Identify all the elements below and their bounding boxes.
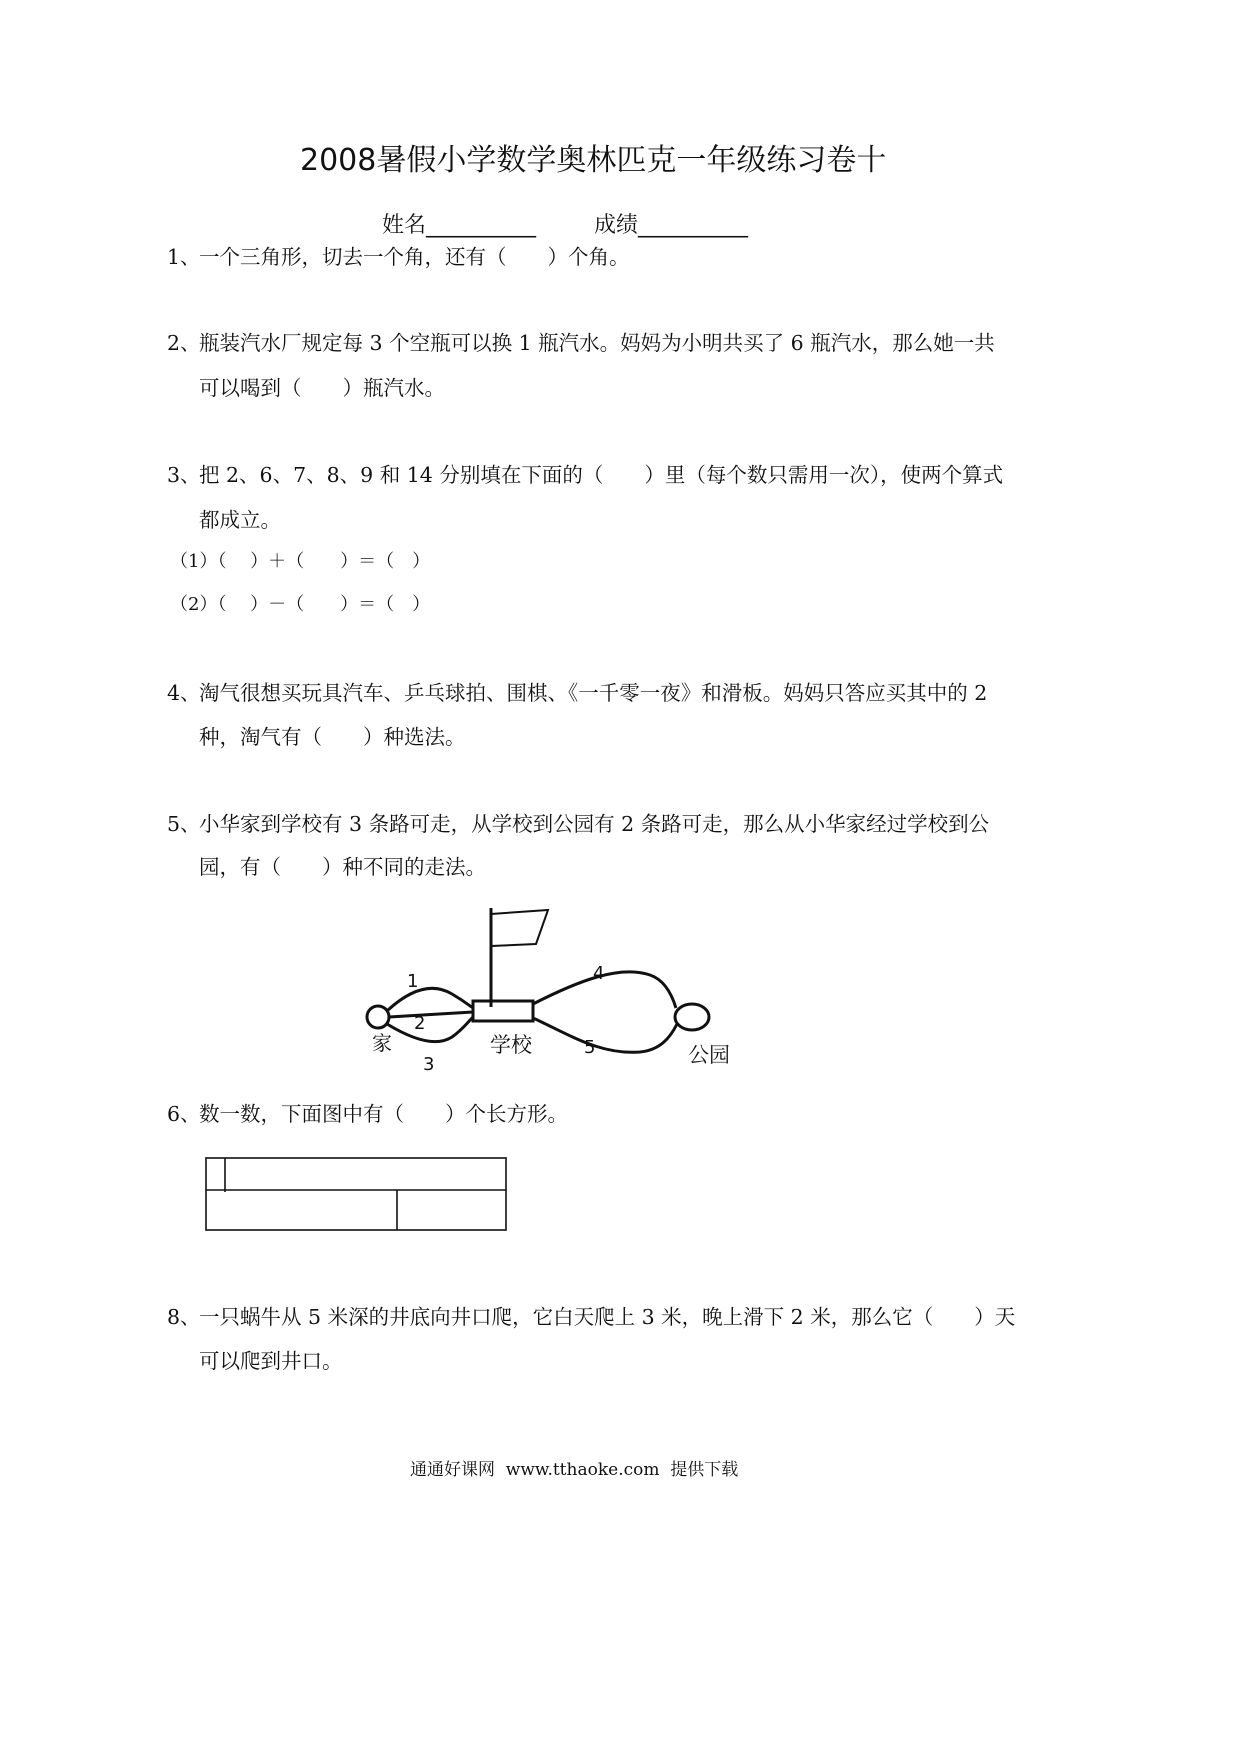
park-label: 公园 bbox=[688, 1043, 730, 1067]
route-diagram bbox=[360, 900, 740, 1080]
question-8-number: 8、 bbox=[167, 1305, 201, 1329]
name-field: 姓名__________ bbox=[382, 213, 537, 238]
equation-1: （1）（ ）＋（ ）＝（ ） bbox=[170, 551, 431, 572]
flag-icon bbox=[491, 910, 548, 946]
score-field: 成绩__________ bbox=[594, 213, 749, 238]
path-5 bbox=[533, 1018, 677, 1052]
path-label-2: 2 bbox=[414, 1013, 426, 1034]
path-label-5: 5 bbox=[584, 1037, 596, 1058]
question-4-number: 4、 bbox=[167, 681, 201, 705]
question-6-text: 数一数，下面图中有（ ）个长方形。 bbox=[199, 1102, 568, 1126]
path-label-3: 3 bbox=[423, 1054, 435, 1075]
page-title: 2008暑假小学数学奥林匹克一年级练习卷十 bbox=[300, 143, 887, 178]
school-box bbox=[473, 1001, 533, 1021]
path-4 bbox=[533, 972, 676, 1008]
question-3-number: 3、 bbox=[167, 463, 201, 487]
question-6-number: 6、 bbox=[167, 1102, 201, 1126]
question-2-number: 2、 bbox=[167, 331, 201, 355]
question-1-text: 一个三角形，切去一个角，还有（ ）个角。 bbox=[199, 245, 630, 269]
question-4-line-1: 淘气很想买玩具汽车、乒乓球拍、围棋、《一千零一夜》和滑板。妈妈只答应买其中的 2 bbox=[199, 681, 988, 705]
question-1-number: 1、 bbox=[167, 245, 201, 269]
rectangle-figure bbox=[200, 1152, 512, 1236]
outer-rectangle bbox=[206, 1158, 506, 1230]
question-3-line-2: 都成立。 bbox=[199, 508, 281, 532]
question-8-line-1: 一只蜗牛从 5 米深的井底向井口爬，它白天爬上 3 米，晚上滑下 2 米，那么它（ ）天 bbox=[199, 1305, 1016, 1329]
school-label: 学校 bbox=[490, 1033, 532, 1057]
question-2-line-2: 可以喝到（ ）瓶汽水。 bbox=[199, 376, 445, 400]
footer-text: 通通好课网 www.tthaoke.com 提供下载 bbox=[410, 1460, 739, 1480]
question-5-line-1: 小华家到学校有 3 条路可走，从学校到公园有 2 条路可走，那么从小华家经过学校到公 bbox=[199, 812, 990, 836]
question-4-line-2: 种，淘气有（ ）种选法。 bbox=[199, 725, 466, 749]
path-3 bbox=[387, 1017, 473, 1042]
equation-2: （2）（ ）－（ ）＝（ ） bbox=[170, 594, 431, 615]
path-1 bbox=[388, 988, 473, 1010]
home-circle bbox=[367, 1006, 389, 1028]
park-circle bbox=[675, 1004, 709, 1030]
question-8-line-2: 可以爬到井口。 bbox=[199, 1349, 343, 1373]
question-5-line-2: 园，有（ ）种不同的走法。 bbox=[199, 855, 486, 879]
home-label: 家 bbox=[372, 1031, 392, 1055]
question-5-number: 5、 bbox=[167, 812, 201, 836]
path-label-1: 1 bbox=[407, 971, 419, 992]
question-3-line-1: 把 2、6、7、8、9 和 14 分别填在下面的（ ）里（每个数只需用一次），使两个算式 bbox=[199, 463, 1004, 487]
path-2 bbox=[389, 1012, 473, 1017]
question-2-line-1: 瓶装汽水厂规定每 3 个空瓶可以换 1 瓶汽水。妈妈为小明共买了 6 瓶汽水，那么她一共 bbox=[199, 331, 995, 355]
path-label-4: 4 bbox=[593, 963, 605, 984]
